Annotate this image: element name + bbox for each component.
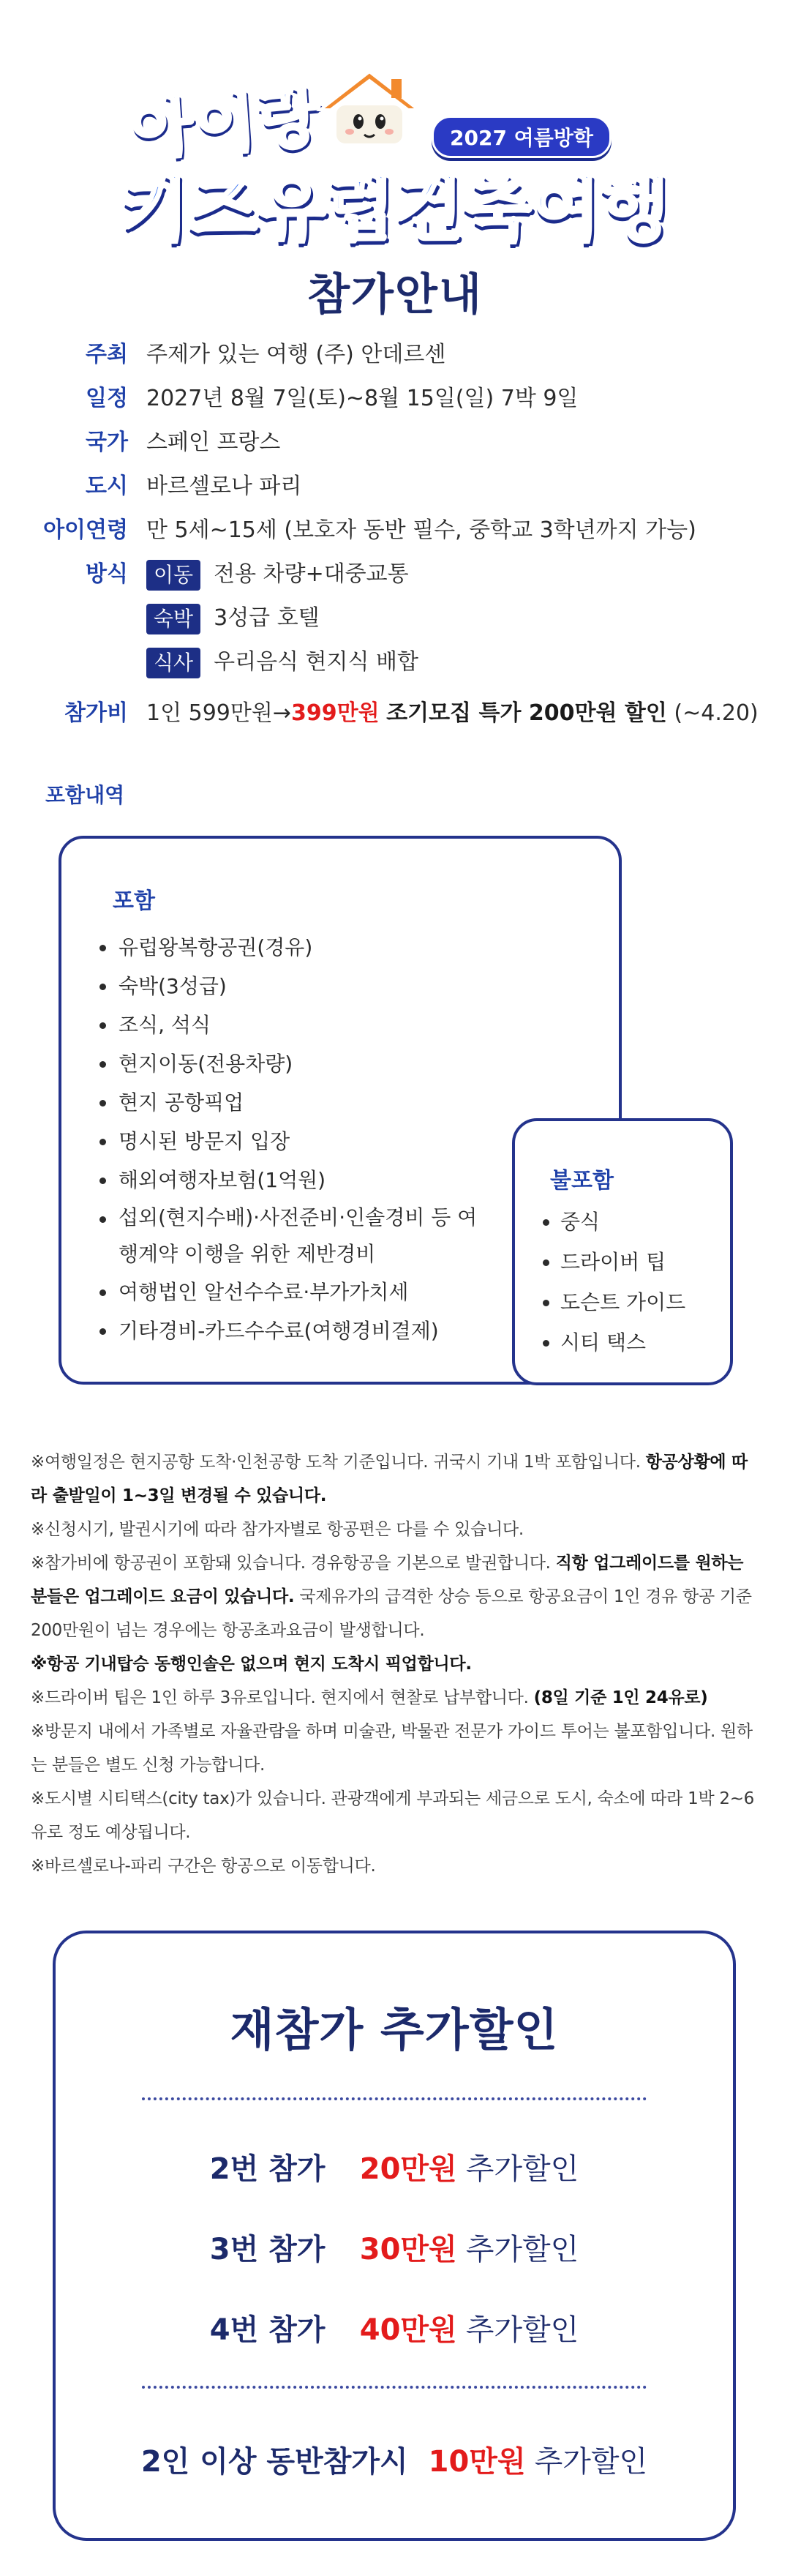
fee-sale: 399만원	[290, 700, 380, 726]
fee-promo: 조기모집 특가 200만원 할인	[386, 700, 667, 726]
discount-amount: 40만원	[359, 2313, 457, 2347]
discount-suffix: 추가할인	[465, 2152, 579, 2186]
method-value: 우리음식 현지식 배합	[214, 649, 419, 675]
info-row-method-3	[0, 644, 790, 681]
note-item: ※드라이버 팁은 1인 하루 3유로입니다. 현지에서 현찰로 납부합니다. (8일 기준 1인 24유로)	[31, 1688, 708, 1707]
discount-amount: 20만원	[359, 2152, 457, 2186]
info-value: 스페인 프랑스	[146, 430, 281, 455]
logo-badge: 2027 여름방학	[432, 116, 612, 158]
info-row-method-1	[0, 556, 790, 593]
list-item: 도슨트 가이드	[541, 1282, 685, 1322]
info-label: 주최	[86, 342, 128, 367]
discount-label: 2번 참가	[209, 2152, 326, 2186]
discount-row	[56, 2146, 733, 2187]
note-item: ※여행일정은 현지공항 도착·인천공항 도착 기준입니다. 귀국시 기내 1박 포함입니다. 항공상황에 따라 출발일이 1~3일 변경될 수 있습니다.	[31, 1453, 748, 1505]
list-item: 시티 택스	[541, 1322, 685, 1363]
discount-box	[53, 1931, 736, 2541]
list-item: 유럽왕복항공권(경유)	[98, 928, 537, 967]
method-value: 전용 차량+대중교통	[214, 561, 409, 587]
list-item: 기타경비-카드수수료(여행경비결제)	[98, 1311, 537, 1350]
info-label: 아이연령	[43, 517, 128, 543]
list-item: 드라이버 팁	[541, 1242, 685, 1282]
fee-original: 1인 599만원→	[146, 700, 291, 726]
info-value: 주제가 있는 여행 (주) 안데르센	[146, 342, 446, 367]
method-value: 3성급 호텔	[214, 605, 320, 631]
info-row-schedule	[0, 381, 790, 417]
info-row-host	[0, 337, 790, 373]
excludes-list	[541, 1202, 685, 1363]
info-value: 바르셀로나 파리	[146, 473, 302, 499]
list-item: 조식, 석식	[98, 1006, 537, 1044]
info-row-age	[0, 512, 790, 549]
note-item: ※바르셀로나-파리 구간은 항공으로 이동합니다.	[31, 1857, 376, 1876]
list-item: 중식	[541, 1202, 685, 1242]
info-row-country	[0, 424, 790, 461]
logo	[0, 0, 790, 249]
discount-row	[56, 2307, 733, 2348]
info-label: 참가비	[64, 700, 128, 726]
discount-title: 재참가 추가할인	[230, 2003, 559, 2056]
logo-line2: 키즈유럽건축여행	[121, 168, 669, 250]
list-item: 현지 공항픽업	[98, 1083, 537, 1122]
info-label: 도시	[86, 473, 128, 499]
discount-row	[56, 2226, 733, 2268]
list-item: 해외여행자보험(1억원)	[98, 1161, 537, 1199]
list-item: 섭외(현지수배)·사전준비·인솔경비 등 여행계약 이행을 위한 제반경비	[98, 1199, 478, 1273]
method-tag: 식사	[146, 648, 200, 678]
info-row-method-2	[0, 600, 790, 637]
discount-label: 3번 참가	[209, 2233, 326, 2266]
section-label-includes: 포함내역	[45, 783, 125, 807]
note-item: ※방문지 내에서 가족별로 자율관람을 하며 미술관, 박물관 전문가 가이드 투어는 불포함입니다. 원하는 분들은 별도 신청 가능합니다.	[31, 1722, 753, 1775]
includes-list	[98, 928, 537, 1350]
discount-label: 2인 이상 동반참가시	[140, 2445, 408, 2479]
info-value: 2027년 8월 7일(토)~8월 15일(일) 7박 9일	[146, 386, 579, 411]
discount-amount: 30만원	[359, 2233, 457, 2266]
fee-deadline: (~4.20)	[674, 700, 759, 726]
list-item: 숙박(3성급)	[98, 967, 537, 1006]
list-item: 여행법인 알선수수료·부가가치세	[98, 1273, 537, 1311]
excludes-box	[512, 1118, 733, 1385]
note-item: ※항공 기내탑승 동행인솔은 없으며 현지 도착시 픽업합니다.	[31, 1655, 472, 1674]
list-item: 현지이동(전용차량)	[98, 1044, 537, 1083]
info-label: 일정	[86, 386, 128, 411]
list-item: 명시된 방문지 입장	[98, 1122, 537, 1161]
note-item: ※도시별 시티택스(city tax)가 있습니다. 관광객에게 부과되는 세금으로 도시, 숙소에 따라 1박 2~6유로 정도 예상됩니다.	[31, 1789, 755, 1842]
discount-suffix: 추가할인	[465, 2313, 579, 2347]
discount-amount: 10만원	[428, 2445, 526, 2479]
discount-suffix: 추가할인	[465, 2233, 579, 2266]
dotted-divider	[142, 2386, 647, 2389]
notes	[31, 1445, 762, 1883]
house-icon	[315, 67, 424, 148]
note-item: ※참가비에 항공권이 포함돼 있습니다. 경유항공을 기본으로 발권합니다. 직항 업그레이드를 원하는 분들은 업그레이드 요금이 있습니다. 국제유가의 급격한 상승 등으로 항공요금이 1인 경유 항공 기준 200만원이 넘는 경우에는 항공초과요금이 발생합니다.	[31, 1554, 752, 1640]
discount-label: 4번 참가	[209, 2313, 326, 2347]
excludes-title: 불포함	[550, 1168, 614, 1194]
logo-line1: 아이랑	[127, 78, 324, 168]
page-title: 참가안내	[307, 269, 483, 321]
info-label: 국가	[86, 430, 128, 455]
info-value: 만 5세~15세 (보호자 동반 필수, 중학교 3학년까지 가능)	[146, 517, 696, 543]
info-row-city	[0, 468, 790, 505]
includes-title: 포함	[113, 888, 155, 914]
info-label: 방식	[86, 561, 128, 587]
method-tag: 이동	[146, 560, 200, 591]
discount-suffix: 추가할인	[534, 2445, 648, 2479]
dotted-divider	[142, 2097, 647, 2100]
info-row-fee	[0, 695, 790, 732]
note-item: ※신청시기, 발권시기에 따라 참가자별로 항공편은 다를 수 있습니다.	[31, 1520, 524, 1539]
discount-row-group	[56, 2438, 733, 2480]
method-tag: 숙박	[146, 604, 200, 634]
